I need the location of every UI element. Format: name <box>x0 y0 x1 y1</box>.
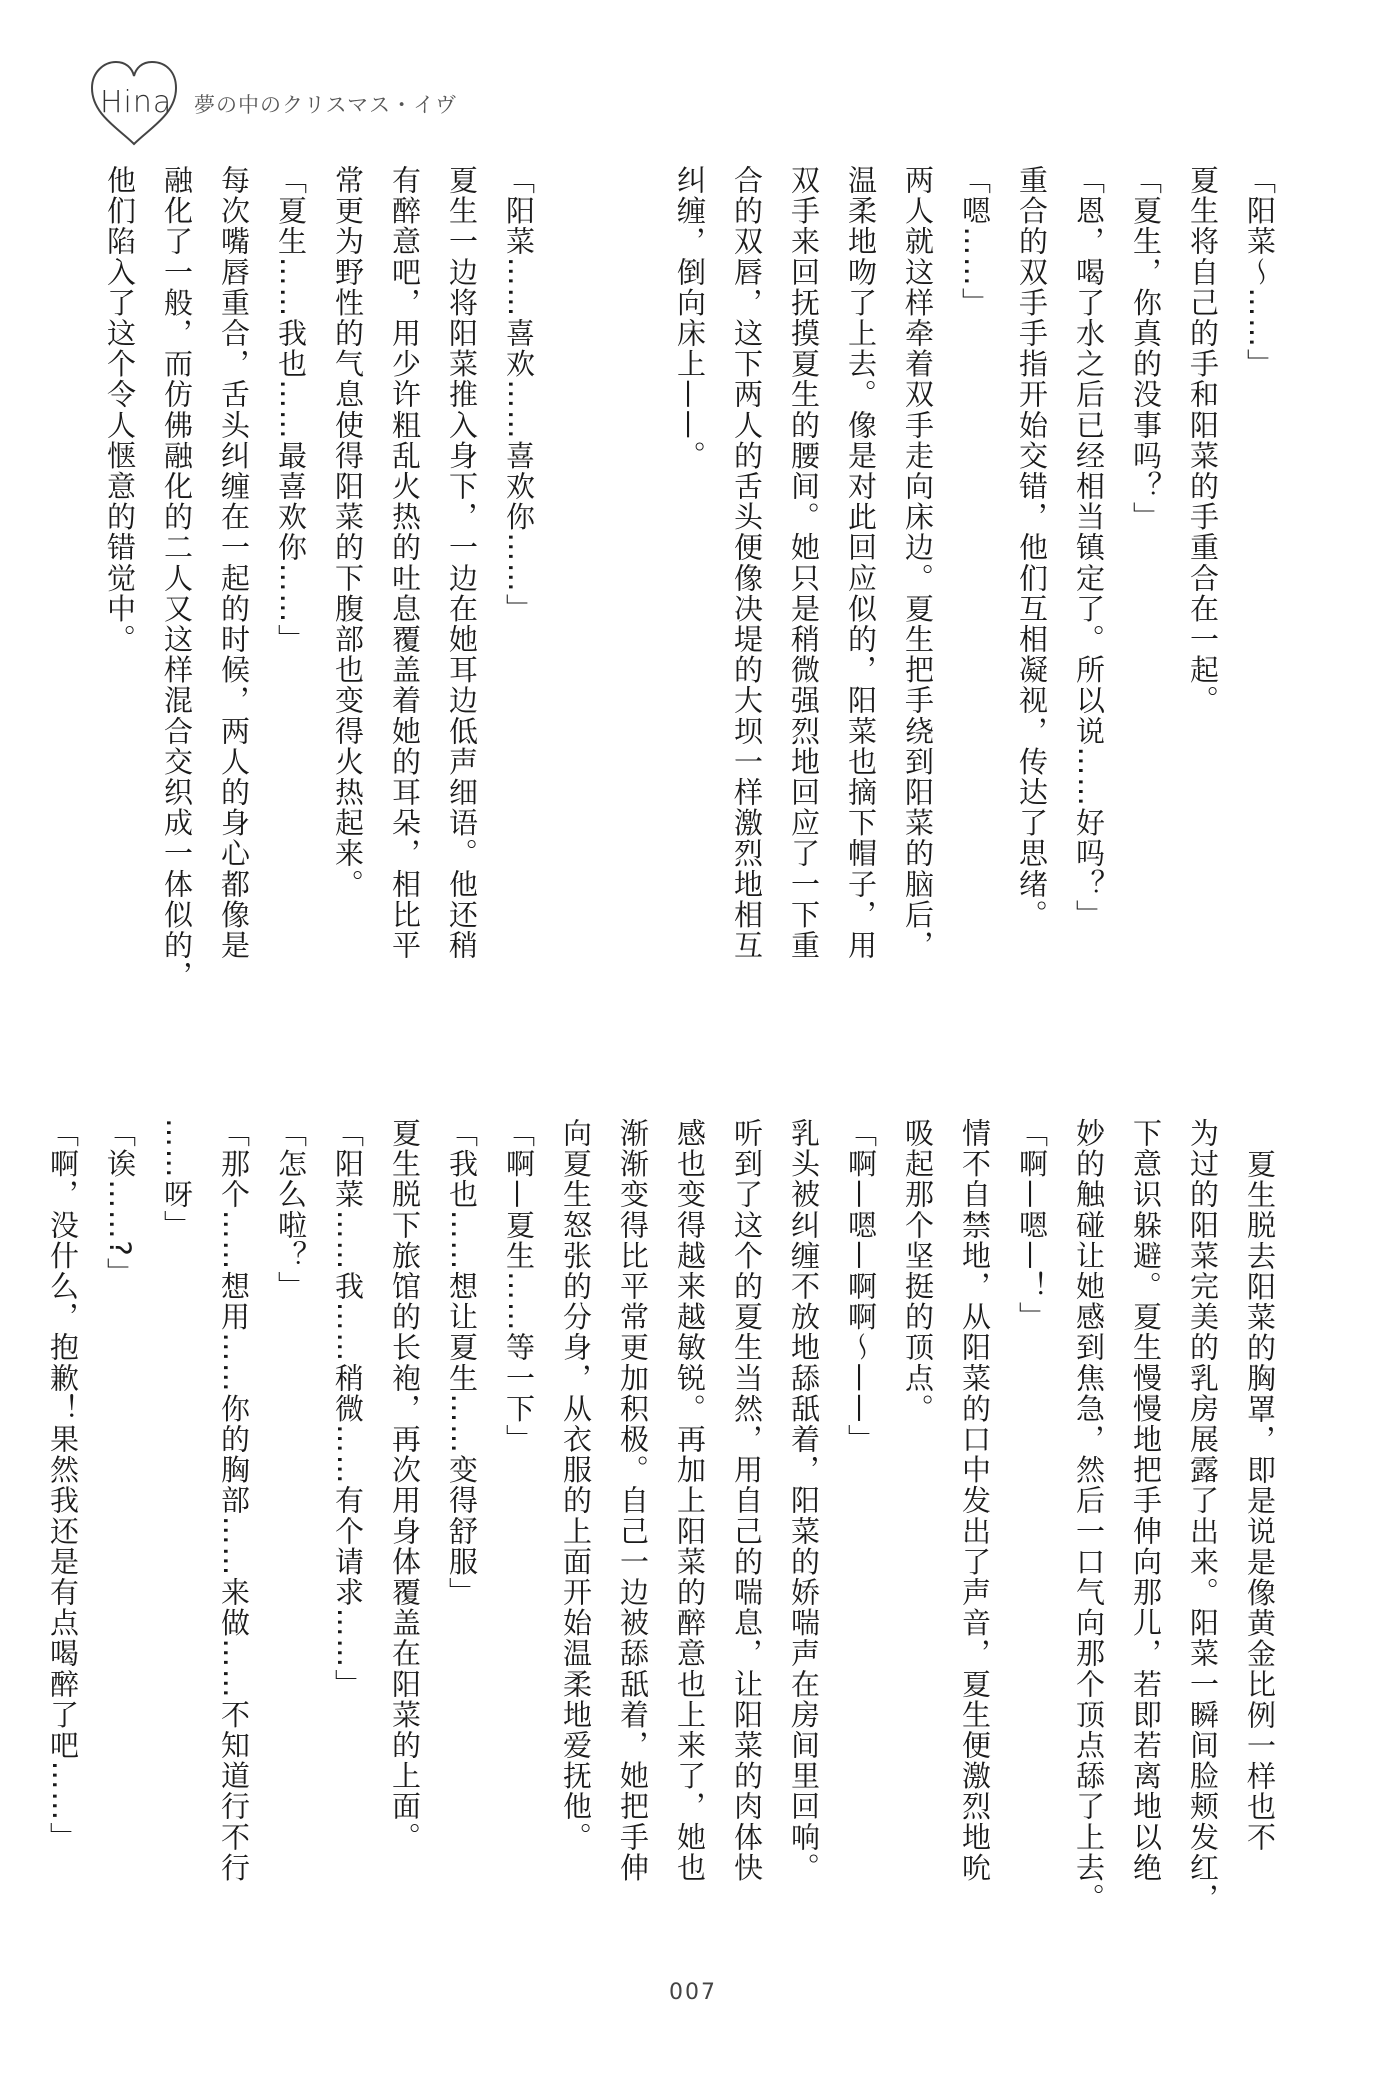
text-line: ……呀」 <box>160 1118 194 1241</box>
text-line: 「我也……想让夏生……变得舒服」 <box>445 1118 479 1608</box>
text-line: 渐渐变得比平常更加积极。自己一边被舔舐着，她把手伸 <box>616 1118 650 1883</box>
text-line: 「阳菜〜……」 <box>1243 165 1277 380</box>
text-line: 合的双唇，这下两人的舌头便像决堤的大坝一样激烈地相互 <box>730 165 764 961</box>
text-line: 「阳菜……喜欢……喜欢你……」 <box>502 165 536 624</box>
text-line: 向夏生怒张的分身，从衣服的上面开始温柔地爱抚他。 <box>559 1118 593 1853</box>
text-line: 「阳菜……我……稍微……有个请求……」 <box>331 1118 365 1700</box>
text-line: 「恩，喝了水之后已经相当镇定了。所以说……好吗？」 <box>1072 165 1106 930</box>
text-line: 「诶……?」 <box>103 1118 137 1288</box>
text-line: 「啊—夏生……等一下」 <box>502 1118 536 1455</box>
text-line: 「夏生……我也……最喜欢你……」 <box>274 165 308 655</box>
text-line: 两人就这样牵着双手走向床边。夏生把手绕到阳菜的脑后， <box>901 165 935 961</box>
text-line: 「啊—嗯—啊啊〜——」 <box>844 1118 878 1455</box>
text-line: 温柔地吻了上去。像是对此回应似的，阳菜也摘下帽子，用 <box>844 165 878 961</box>
text-line: 情不自禁地，从阳菜的口中发出了声音，夏生便激烈地吮 <box>958 1118 992 1883</box>
text-line: 夏生一边将阳菜推入身下，一边在她耳边低声细语。他还稍 <box>445 165 479 961</box>
text-line: 「那个……想用……你的胸部……来做……不知道行不行 <box>217 1118 251 1883</box>
text-line: 重合的双手手指开始交错，他们互相凝视，传达了思绪。 <box>1015 165 1049 930</box>
text-line: 每次嘴唇重合，舌头纠缠在一起的时候，两人的身心都像是 <box>217 165 251 961</box>
text-line: 妙的触碰让她感到焦急，然后一口气向那个顶点舔了上去。 <box>1072 1118 1106 1914</box>
text-line: 夏生脱去阳菜的胸罩，即是说是像黄金比例一样也不 <box>1243 1149 1277 1853</box>
logo-text: Hina <box>100 84 173 120</box>
text-line: 纠缠，倒向床上——。 <box>673 165 707 471</box>
heart-logo-icon <box>88 58 180 148</box>
text-line: 他们陷入了这个令人惬意的错觉中。 <box>103 165 137 655</box>
text-line: 「夏生，你真的没事吗？」 <box>1129 165 1163 533</box>
running-header <box>88 55 457 150</box>
text-line: 双手来回抚摸夏生的腰间。她只是稍微强烈地回应了一下重 <box>787 165 821 961</box>
page-number: 007 <box>669 1980 717 2005</box>
bottom-tier-text <box>34 1118 1288 1918</box>
text-line: 「嗯……」 <box>958 165 992 318</box>
blank-line <box>547 165 604 995</box>
text-line: 吸起那个坚挺的顶点。 <box>901 1118 935 1424</box>
text-line: 听到了这个的夏生当然，用自己的喘息，让阳菜的肉体快 <box>730 1118 764 1883</box>
header-title: 夢の中のクリスマス・イヴ <box>194 92 458 117</box>
text-line: 有醉意吧，用少许粗乱火热的吐息覆盖着她的耳朵，相比平 <box>388 165 422 961</box>
text-line: 感也变得越来越敏锐。再加上阳菜的醉意也上来了，她也 <box>673 1118 707 1883</box>
text-line: 乳头被纠缠不放地舔舐着，阳菜的娇喘声在房间里回响。 <box>787 1118 821 1883</box>
top-tier-text <box>91 165 1288 995</box>
text-line: 「啊，没什么，抱歉！果然我还是有点喝醉了吧……」 <box>46 1118 80 1853</box>
text-line: 常更为野性的气息使得阳菜的下腹部也变得火热起来。 <box>331 165 365 900</box>
text-line: 下意识躲避。夏生慢慢地把手伸向那儿，若即若离地以绝 <box>1129 1118 1163 1883</box>
text-line: 融化了一般，而仿佛融化的二人又这样混合交织成一体似的， <box>160 165 194 992</box>
text-line: 「怎么啦？」 <box>274 1118 308 1302</box>
text-line: 为过的阳菜完美的乳房展露了出来。阳菜一瞬间脸颊发红， <box>1186 1118 1220 1914</box>
text-line: 夏生将自己的手和阳菜的手重合在一起。 <box>1186 165 1220 716</box>
text-line: 「啊—嗯—！」 <box>1015 1118 1049 1333</box>
text-line: 夏生脱下旅馆的长袍，再次用身体覆盖在阳菜的上面。 <box>388 1118 422 1853</box>
blank-line <box>604 165 661 995</box>
